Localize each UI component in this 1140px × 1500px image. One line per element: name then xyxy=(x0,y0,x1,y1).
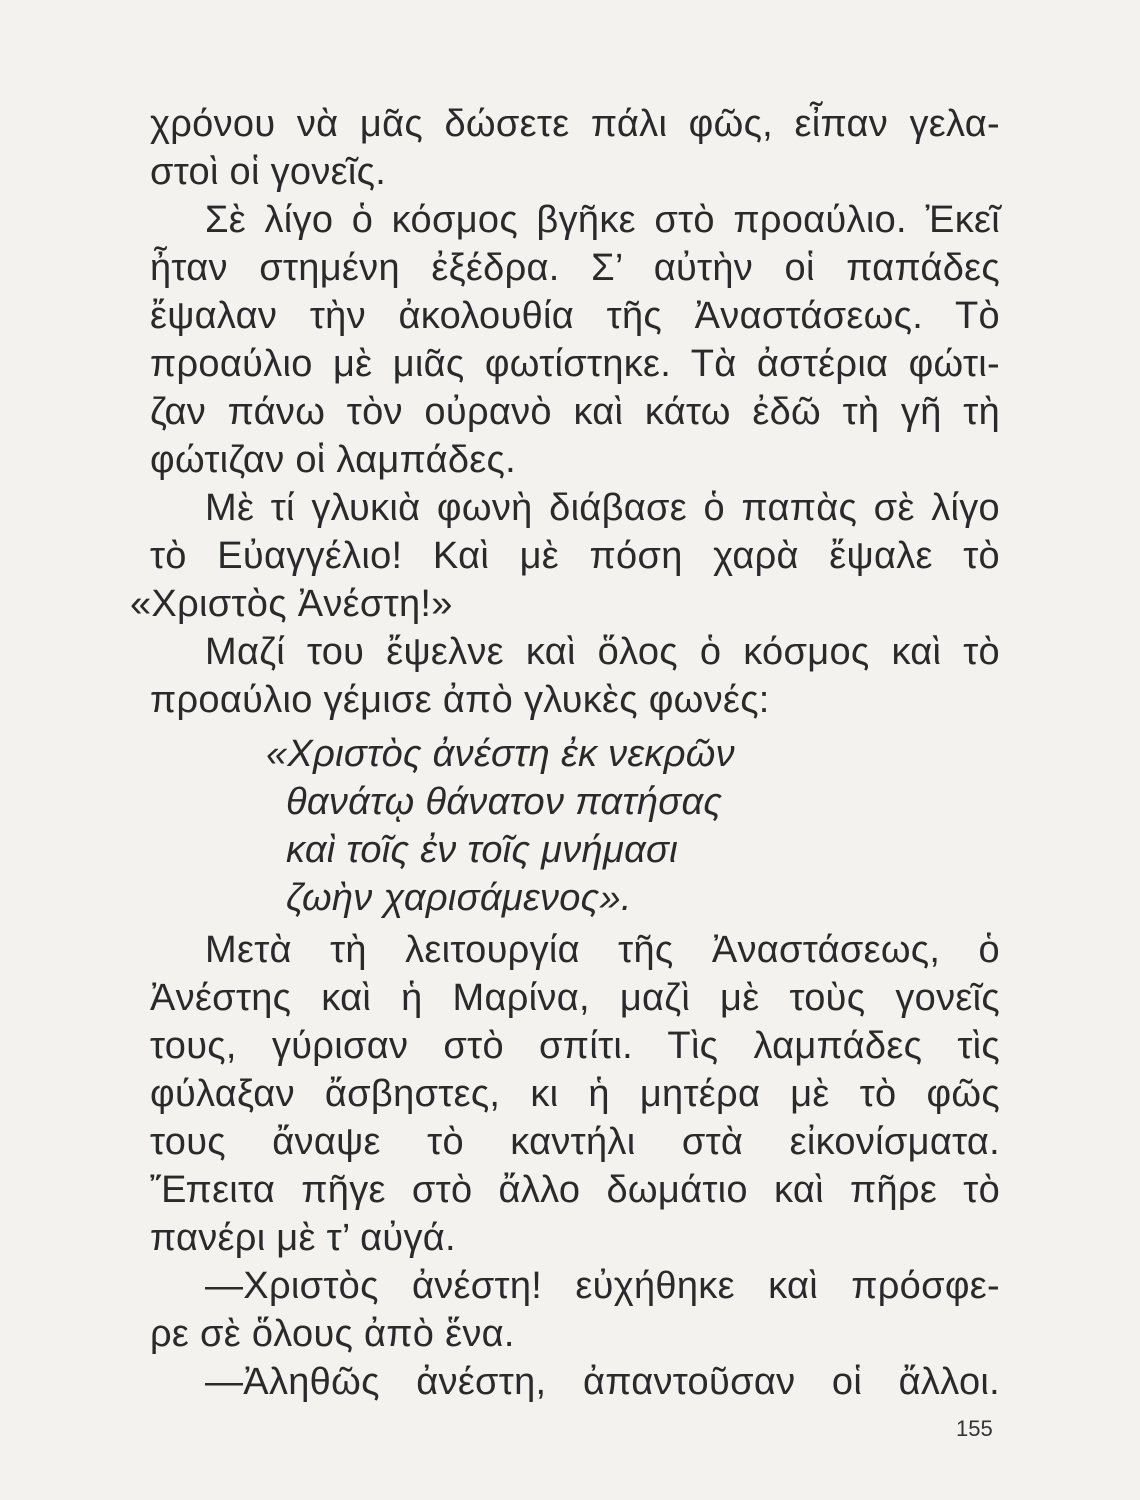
text-line: πανέρι μὲ τ’ αὐγά. xyxy=(150,1217,456,1259)
text-line: Ἀνέστης καὶ ἡ Μαρίνα, μαζὶ μὲ τοὺς γονεῖς xyxy=(150,977,1000,1019)
text-line: Μετὰ τὴ λειτουργία τῆς Ἀναστάσεως, ὁ xyxy=(205,929,1000,971)
poem-line: «Χριστὸς ἀνέστη ἐκ νεκρῶν xyxy=(266,733,735,775)
text-line: ρε σὲ ὅλους ἀπὸ ἕνα. xyxy=(150,1313,515,1355)
text-line: χρόνου νὰ μᾶς δώσετε πάλι φῶς, εἶπαν γελα- xyxy=(150,103,1000,145)
text-line: προαύλιο γέμισε ἀπὸ γλυκὲς φωνές: xyxy=(150,679,770,721)
text-line: τους ἄναψε τὸ καντήλι στὰ εἰκονίσματα. xyxy=(150,1121,1000,1163)
text-line: φύλαξαν ἄσβηστες, κι ἡ μητέρα μὲ τὸ φῶς xyxy=(150,1073,1000,1115)
text-line: προαύλιο μὲ μιᾶς φωτίστηκε. Τὰ ἀστέρια φώτι- xyxy=(150,343,1000,385)
text-line: —Χριστὸς ἀνέστη! εὐχήθηκε καὶ πρόσφε- xyxy=(205,1265,1000,1307)
text-line: Μὲ τί γλυκιὰ φωνὴ διάβασε ὁ παπὰς σὲ λίγο xyxy=(205,487,1000,529)
poem-line: καὶ τοῖς ἐν τοῖς μνήμασι xyxy=(286,829,679,871)
page-number: 155 xyxy=(956,1416,993,1441)
text-line: ἦταν στημένη ἐξέδρα. Σ’ αὐτὴν οἱ παπάδες xyxy=(150,247,1000,289)
text-line: τους, γύρισαν στὸ σπίτι. Τὶς λαμπάδες τὶς xyxy=(150,1025,1000,1067)
text-line: φώτιζαν οἱ λαμπάδες. xyxy=(150,439,516,481)
text-line: τὸ Εὐαγγέλιο! Καὶ μὲ πόση χαρὰ ἔψαλε τὸ xyxy=(150,535,1000,577)
text-line: στοὶ οἱ γονεῖς. xyxy=(150,151,387,193)
text-line: ζαν πάνω τὸν οὐρανὸ καὶ κάτω ἐδῶ τὴ γῆ τὴ xyxy=(150,391,1000,433)
text-line: Ἔπειτα πῆγε στὸ ἄλλο δωμάτιο καὶ πῆρε τὸ xyxy=(150,1169,1000,1211)
text-line: —Ἀληθῶς ἀνέστη, ἀπαντοῦσαν οἱ ἄλλοι. xyxy=(205,1361,1000,1403)
text-line: «Χριστὸς Ἀνέστη!» xyxy=(130,583,453,625)
poem-line: θανάτῳ θάνατον πατήσας xyxy=(286,781,723,823)
text-line: Μαζί του ἔψελνε καὶ ὅλος ὁ κόσμος καὶ τὸ xyxy=(205,631,1000,673)
text-line: ἔψαλαν τὴν ἀκολουθία τῆς Ἀναστάσεως. Τὸ xyxy=(150,295,1000,337)
text-line: Σὲ λίγο ὁ κόσμος βγῆκε στὸ προαύλιο. Ἐκεῖ xyxy=(205,199,1000,241)
poem-line: ζωὴν χαρισάμενος». xyxy=(286,877,632,919)
